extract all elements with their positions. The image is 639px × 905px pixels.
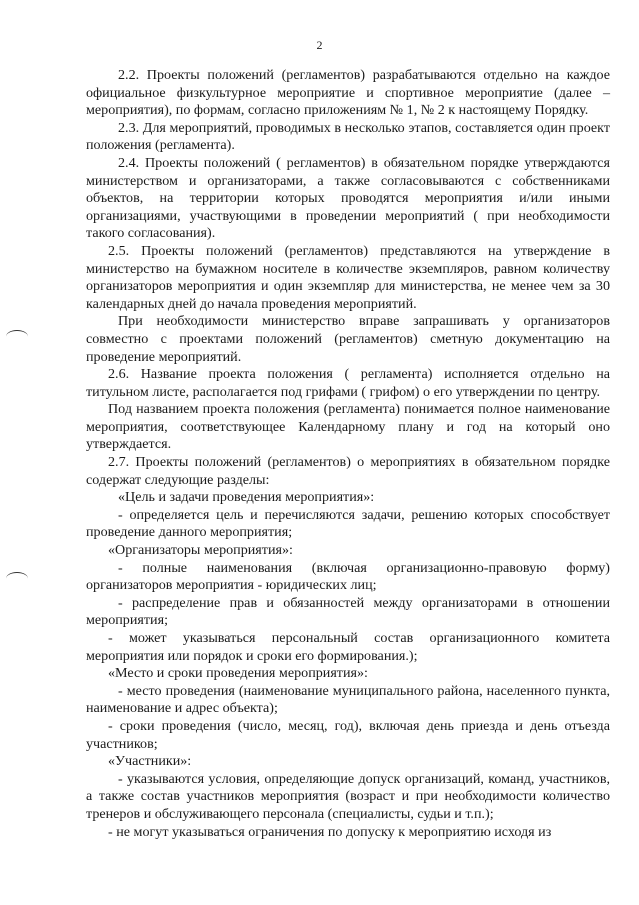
list-item: - определяется цель и перечисляются задачи, решению которых способствует проведение данного мероприятия; — [86, 506, 610, 541]
paragraph-2-3: 2.3. Для мероприятий, проводимых в несколько этапов, составляется один проект положения (регламента). — [86, 119, 610, 154]
page-number: 2 — [316, 38, 323, 52]
paragraph-2-6-note: Под названием проекта положения (регламента) понимается полное наименование мероприятия, соответствующее Календарному плану и год на который оно утверждается. — [86, 401, 610, 453]
paragraph-2-5-note: При необходимости министерство вправе запрашивать у организаторов совместно с проектами положений (регламентов) сметную документацию на проведение мероприятий. — [86, 313, 610, 365]
binding-hole-mark — [6, 330, 28, 343]
list-item: - может указываться персональный состав организационного комитета мероприятия или порядок и сроки его формирования.); — [86, 630, 610, 664]
section-heading-goals: «Цель и задачи проведения мероприятия»: — [118, 489, 375, 506]
binding-hole-mark — [6, 572, 28, 585]
list-item: - полные наименования (включая организационно-правовую форму) организаторов мероприятия - юридических лиц; — [86, 559, 610, 594]
paragraph-2-2: 2.2. Проекты положений (регламентов) разрабатываются отдельно на каждое официальное физкультурное мероприятие и спортивное мероприятие (далее – мероприятия), по формам, согласно приложениям № 1, № 2 к настоящему Порядку. — [86, 67, 610, 119]
list-item: - распределение прав и обязанностей между организаторами в отношении мероприятия; — [86, 594, 610, 629]
section-heading-organizers: «Организаторы мероприятия»: — [108, 542, 293, 559]
section-heading-participants: «Участники»: — [108, 753, 192, 770]
paragraph-2-5: 2.5. Проекты положений (регламентов) представляются на утверждение в министерство на бумажном носителе в количестве экземпляров, равном количеству организаторов мероприятия и один экземпляр для министерства, не менее чем за 30 календарных дней до начала проведения мероприятий. — [86, 242, 610, 312]
paragraph-2-7: 2.7. Проекты положений (регламентов) о мероприятиях в обязательном порядке содержат следующие разделы: — [86, 454, 610, 488]
paragraph-2-4: 2.4. Проекты положений ( регламентов) в обязательном порядке утверждаются министерством и организаторами, а также согласовываются с собственниками объектов, на территории которых проводятся мероприятия и/или иными организациями, участвующими в проведении мероприятий ( при необходимости такого согласования). — [86, 154, 610, 242]
section-heading-place-dates: «Место и сроки проведения мероприятия»: — [108, 665, 368, 682]
list-item: - указываются условия, определяющие допуск организаций, команд, участников, а также состав участников мероприятия (возраст и при необходимости количество тренеров и обслуживающего персонала (специалисты, судьи и т.п.); — [86, 770, 610, 822]
list-item: - место проведения (наименование муниципального района, населенного пункта, наименование и адрес объекта); — [86, 682, 610, 717]
list-item: - сроки проведения (число, месяц, год), включая день приезда и день отъезда участников; — [86, 717, 610, 752]
paragraph-2-6: 2.6. Название проекта положения ( регламента) исполняется отдельно на титульном листе, располагается под грифами ( грифом) о его утверждении по центру. — [86, 366, 610, 400]
list-item: - не могут указываться ограничения по допуску к мероприятию исходя из — [108, 823, 552, 840]
document-body — [86, 67, 610, 841]
